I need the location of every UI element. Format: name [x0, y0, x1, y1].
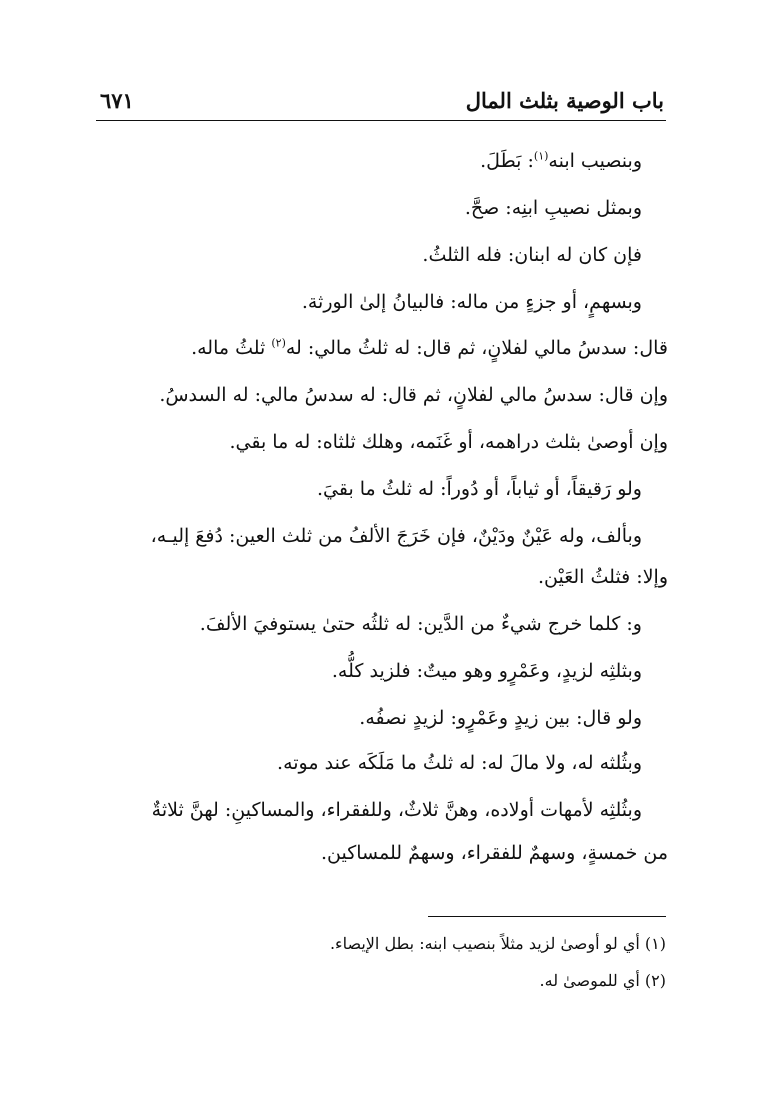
text-line: وبألف، وله عَيْنٌ ودَيْنٌ، فإن خَرَجَ الألفُ من ثلث العين: دُفعَ إليـه،: [150, 525, 642, 547]
text-line: وإن قال: سدسُ مالي لفلانٍ، ثم قال: له سدسُ مالي: له السدسُ.: [159, 384, 668, 406]
text-line: وبسهمٍ، أو جزءٍ من ماله: فالبيانُ إلىٰ الورثة.: [301, 291, 642, 313]
text-line: من خمسةٍ، وسهمٌ للفقراء، وسهمٌ للمساكين.: [320, 842, 668, 864]
text-line: وبثلثِه لزيدٍ، وعَمْرٍو وهو ميتٌ: فلزيد كلُّه.: [331, 660, 642, 682]
page-header: [96, 84, 666, 121]
text-line: قال: سدسُ مالي لفلانٍ، ثم قال: له ثلثُ مالي: له$^{(٢)}$ ثلثُ ماله.: [191, 336, 668, 359]
footnote-separator: [428, 916, 666, 917]
text-line: وبنصيب ابنه$^{(١)}$: بَطَلَ.: [480, 149, 642, 172]
text-line: وبمثل نصيبِ ابنِه: صحَّ.: [464, 197, 642, 219]
footnote: (١) أي لو أوصىٰ لزيد مثلاً بنصيب ابنه: بطل الإيصاء.: [329, 934, 666, 953]
footnote-ref: (٢): [271, 336, 286, 350]
text-line: ولو قال: بين زيدٍ وعَمْرٍو: لزيدٍ نصفُه.: [359, 707, 642, 729]
text-line: ولو رَقيقاً، أو ثياباً، أو دُوراً: له ثلثُ ما بقيَ.: [316, 478, 642, 500]
text-line: فإن كان له ابنان: فله الثلثُ.: [422, 244, 642, 266]
text-line: وإن أوصىٰ بثلث دراهمه، أو غَنَمه، وهلك ثلثاه: له ما بقي.: [229, 431, 668, 453]
text-line: وبثُلثِه لأمهات أولاده، وهنَّ ثلاثٌ، وللفقراء، والمساكينِ: لهنَّ ثلاثةٌ: [151, 799, 642, 821]
text-line: و: كلما خرج شيءٌ من الدَّين: له ثلثُه حتىٰ يستوفيَ الألفَ.: [199, 613, 642, 635]
text-line: وإلا: فثلثُ العَيْن.: [537, 566, 668, 588]
text-line: وبثُلثه له، ولا مالَ له: له ثلثُ ما مَلَكَه عند موته.: [277, 752, 642, 774]
footnote: (٢) أي للموصىٰ له.: [539, 971, 666, 990]
page-number: ٦٧١: [100, 88, 134, 113]
footnote-ref: (١): [533, 149, 549, 163]
running-title: باب الوصية بثلث المال: [465, 88, 664, 113]
